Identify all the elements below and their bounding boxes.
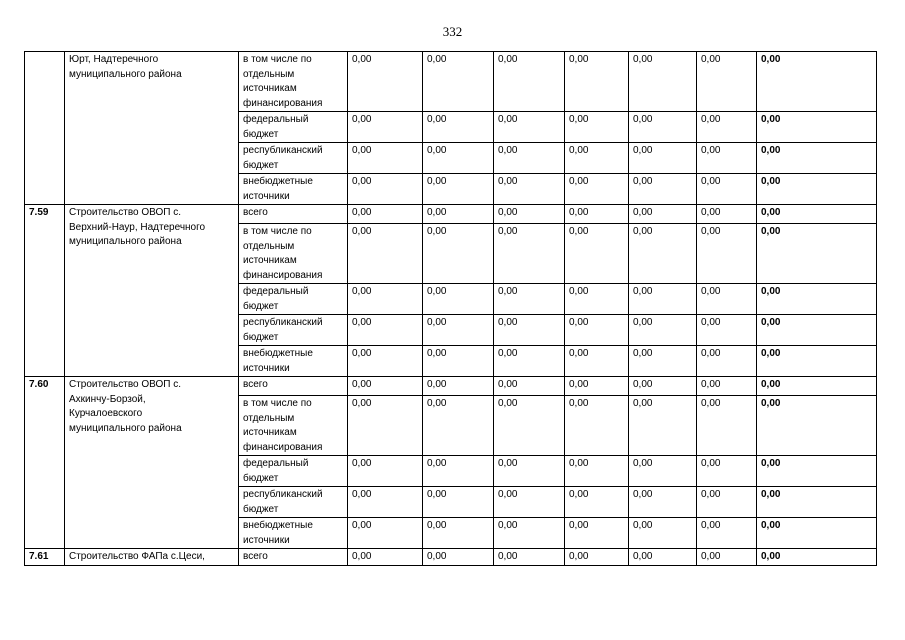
total-value-cell: 0,00 [757, 396, 877, 456]
value-cell: 0,00 [494, 518, 565, 549]
row-number-cell: 7.61 [25, 549, 65, 566]
value-cell: 0,00 [423, 346, 494, 377]
value-cell: 0,00 [494, 549, 565, 566]
total-value-cell: 0,00 [757, 456, 877, 487]
funding-source-cell: всего [239, 377, 348, 396]
table-row [25, 205, 877, 224]
value-cell: 0,00 [629, 112, 697, 143]
value-cell: 0,00 [423, 174, 494, 205]
value-cell: 0,00 [697, 315, 757, 346]
row-number-cell: 7.60 [25, 377, 65, 549]
value-cell: 0,00 [494, 487, 565, 518]
value-cell: 0,00 [629, 549, 697, 566]
value-cell: 0,00 [423, 549, 494, 566]
value-cell: 0,00 [697, 52, 757, 112]
value-cell: 0,00 [697, 224, 757, 284]
value-cell: 0,00 [697, 487, 757, 518]
value-cell: 0,00 [629, 315, 697, 346]
total-value-cell: 0,00 [757, 205, 877, 224]
funding-source-cell: республиканский бюджет [239, 315, 348, 346]
value-cell: 0,00 [697, 377, 757, 396]
value-cell: 0,00 [348, 346, 423, 377]
value-cell: 0,00 [565, 52, 629, 112]
value-cell: 0,00 [565, 174, 629, 205]
value-cell: 0,00 [494, 112, 565, 143]
total-value-cell: 0,00 [757, 315, 877, 346]
page-number: 332 [442, 24, 463, 39]
object-name-cell: Юрт, Надтеречного муниципального района [65, 52, 239, 205]
funding-source-cell: федеральный бюджет [239, 456, 348, 487]
value-cell: 0,00 [423, 224, 494, 284]
value-cell: 0,00 [697, 549, 757, 566]
value-cell: 0,00 [629, 377, 697, 396]
total-value-cell: 0,00 [757, 549, 877, 566]
value-cell: 0,00 [629, 487, 697, 518]
value-cell: 0,00 [494, 143, 565, 174]
value-cell: 0,00 [565, 377, 629, 396]
value-cell: 0,00 [629, 174, 697, 205]
value-cell: 0,00 [348, 284, 423, 315]
value-cell: 0,00 [494, 456, 565, 487]
value-cell: 0,00 [697, 346, 757, 377]
funding-source-cell: в том числе по отдельным источникам финансирования [239, 224, 348, 284]
table-row [25, 52, 877, 112]
value-cell: 0,00 [423, 518, 494, 549]
total-value-cell: 0,00 [757, 377, 877, 396]
value-cell: 0,00 [697, 396, 757, 456]
funding-source-cell: всего [239, 549, 348, 566]
value-cell: 0,00 [565, 487, 629, 518]
value-cell: 0,00 [565, 143, 629, 174]
total-value-cell: 0,00 [757, 112, 877, 143]
value-cell: 0,00 [629, 518, 697, 549]
funding-source-cell: федеральный бюджет [239, 284, 348, 315]
value-cell: 0,00 [697, 174, 757, 205]
value-cell: 0,00 [348, 205, 423, 224]
value-cell: 0,00 [423, 315, 494, 346]
value-cell: 0,00 [565, 346, 629, 377]
funding-source-cell: внебюджетные источники [239, 518, 348, 549]
value-cell: 0,00 [697, 112, 757, 143]
row-number-cell [25, 52, 65, 205]
value-cell: 0,00 [348, 396, 423, 456]
value-cell: 0,00 [494, 284, 565, 315]
value-cell: 0,00 [494, 52, 565, 112]
funding-source-cell: внебюджетные источники [239, 346, 348, 377]
value-cell: 0,00 [348, 112, 423, 143]
value-cell: 0,00 [348, 143, 423, 174]
value-cell: 0,00 [494, 315, 565, 346]
total-value-cell: 0,00 [757, 487, 877, 518]
funding-source-cell: внебюджетные источники [239, 174, 348, 205]
value-cell: 0,00 [423, 396, 494, 456]
object-name-cell: Строительство ОВОП с. Ахкинчу-Борзой, Курчалоевского муниципального района [65, 377, 239, 549]
total-value-cell: 0,00 [757, 52, 877, 112]
value-cell: 0,00 [423, 112, 494, 143]
value-cell: 0,00 [348, 174, 423, 205]
total-value-cell: 0,00 [757, 518, 877, 549]
object-name-cell: Строительство ОВОП с. Верхний-Наур, Надтеречного муниципального района [65, 205, 239, 377]
table-row [25, 549, 877, 566]
value-cell: 0,00 [494, 396, 565, 456]
value-cell: 0,00 [565, 396, 629, 456]
value-cell: 0,00 [697, 284, 757, 315]
funding-source-cell: республиканский бюджет [239, 487, 348, 518]
row-number-cell: 7.59 [25, 205, 65, 377]
value-cell: 0,00 [565, 315, 629, 346]
value-cell: 0,00 [423, 143, 494, 174]
value-cell: 0,00 [348, 377, 423, 396]
value-cell: 0,00 [348, 549, 423, 566]
funding-source-cell: в том числе по отдельным источникам финансирования [239, 396, 348, 456]
budget-table [24, 51, 877, 566]
budget-table-body [25, 52, 877, 566]
value-cell: 0,00 [494, 174, 565, 205]
funding-source-cell: республиканский бюджет [239, 143, 348, 174]
value-cell: 0,00 [629, 205, 697, 224]
total-value-cell: 0,00 [757, 224, 877, 284]
value-cell: 0,00 [565, 456, 629, 487]
value-cell: 0,00 [423, 52, 494, 112]
value-cell: 0,00 [697, 456, 757, 487]
value-cell: 0,00 [629, 396, 697, 456]
funding-source-cell: в том числе по отдельным источникам финансирования [239, 52, 348, 112]
funding-source-cell: всего [239, 205, 348, 224]
value-cell: 0,00 [348, 456, 423, 487]
value-cell: 0,00 [423, 487, 494, 518]
value-cell: 0,00 [494, 224, 565, 284]
value-cell: 0,00 [629, 284, 697, 315]
value-cell: 0,00 [348, 224, 423, 284]
total-value-cell: 0,00 [757, 284, 877, 315]
funding-source-cell: федеральный бюджет [239, 112, 348, 143]
value-cell: 0,00 [423, 456, 494, 487]
value-cell: 0,00 [629, 52, 697, 112]
value-cell: 0,00 [565, 549, 629, 566]
value-cell: 0,00 [565, 224, 629, 284]
value-cell: 0,00 [494, 346, 565, 377]
value-cell: 0,00 [494, 205, 565, 224]
value-cell: 0,00 [348, 518, 423, 549]
value-cell: 0,00 [494, 377, 565, 396]
value-cell: 0,00 [697, 143, 757, 174]
value-cell: 0,00 [348, 52, 423, 112]
total-value-cell: 0,00 [757, 143, 877, 174]
value-cell: 0,00 [629, 456, 697, 487]
value-cell: 0,00 [565, 112, 629, 143]
value-cell: 0,00 [629, 224, 697, 284]
value-cell: 0,00 [423, 377, 494, 396]
value-cell: 0,00 [565, 518, 629, 549]
value-cell: 0,00 [629, 143, 697, 174]
value-cell: 0,00 [348, 487, 423, 518]
value-cell: 0,00 [629, 346, 697, 377]
value-cell: 0,00 [423, 205, 494, 224]
object-name-cell: Строительство ФАПа с.Цеси, [65, 549, 239, 566]
table-row [25, 377, 877, 396]
value-cell: 0,00 [348, 315, 423, 346]
value-cell: 0,00 [697, 205, 757, 224]
value-cell: 0,00 [423, 284, 494, 315]
total-value-cell: 0,00 [757, 174, 877, 205]
total-value-cell: 0,00 [757, 346, 877, 377]
value-cell: 0,00 [565, 284, 629, 315]
value-cell: 0,00 [697, 518, 757, 549]
value-cell: 0,00 [565, 205, 629, 224]
